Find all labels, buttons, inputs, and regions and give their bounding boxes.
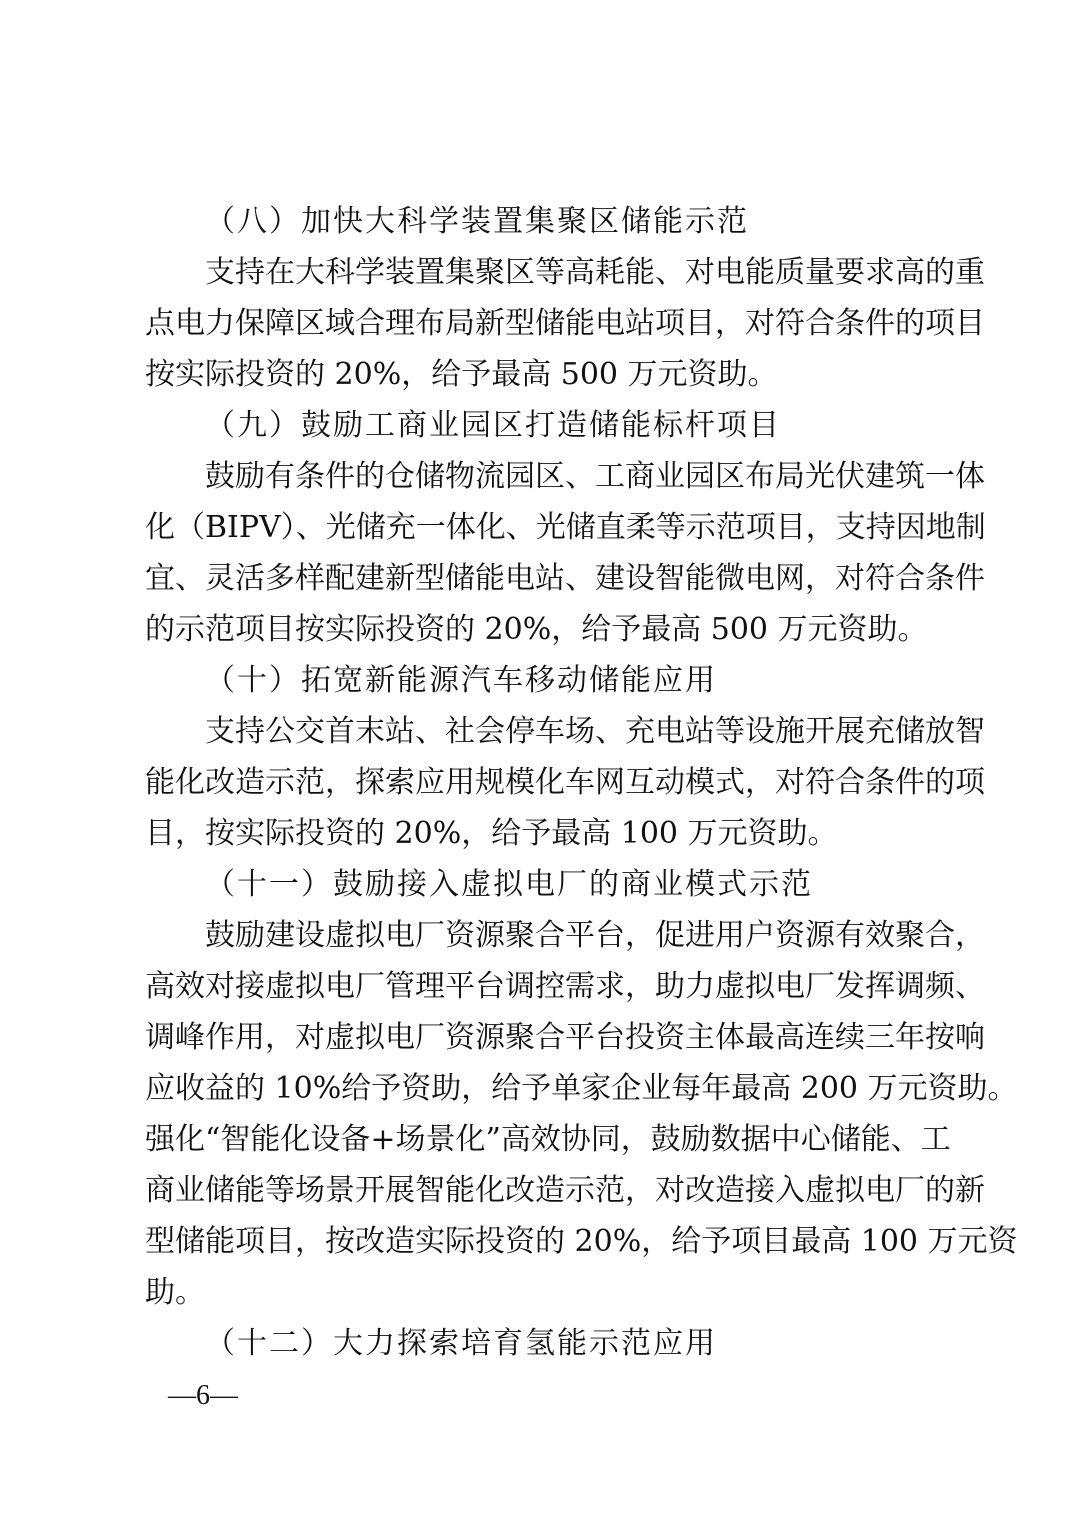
paragraph-line: 助。	[145, 1275, 205, 1310]
section-heading-10: （十）拓宽新能源汽车移动储能应用	[205, 663, 717, 698]
section-heading-8: （八）加快大科学装置集聚区储能示范	[205, 204, 749, 239]
paragraph-line: 能化改造示范，探索应用规模化车网互动模式，对符合条件的项	[145, 765, 985, 800]
paragraph-line: 支持公交首末站、社会停车场、充电站等设施开展充储放智	[205, 714, 985, 749]
paragraph-line: 型储能项目，按改造实际投资的 20%，给予项目最高 100 万元资	[145, 1224, 1018, 1259]
paragraph-line: 化（BIPV）、光储充一体化、光储直柔等示范项目，支持因地制	[145, 510, 986, 545]
paragraph-line: 鼓励有条件的仓储物流园区、工商业园区布局光伏建筑一体	[205, 459, 985, 494]
paragraph-line: 鼓励建设虚拟电厂资源聚合平台，促进用户资源有效聚合，	[205, 918, 985, 953]
paragraph-line: 点电力保障区域合理布局新型储能电站项目，对符合条件的项目	[145, 306, 985, 341]
paragraph-line: 的示范项目按实际投资的 20%，给予最高 500 万元资助。	[145, 612, 928, 647]
section-heading-11: （十一）鼓励接入虚拟电厂的商业模式示范	[205, 867, 813, 902]
paragraph-line: 调峰作用，对虚拟电厂资源聚合平台投资主体最高连续三年按响	[145, 1020, 985, 1055]
page-number: —6—	[168, 1380, 238, 1411]
paragraph-line: 强化“智能化设备+场景化”高效协同，鼓励数据中心储能、工	[145, 1122, 951, 1157]
paragraph-line: 按实际投资的 20%，给予最高 500 万元资助。	[145, 357, 778, 392]
paragraph-line: 宜、灵活多样配建新型储能电站、建设智能微电网，对符合条件	[145, 561, 985, 596]
section-heading-12: （十二）大力探索培育氢能示范应用	[205, 1326, 717, 1361]
paragraph-line: 目，按实际投资的 20%，给予最高 100 万元资助。	[145, 816, 838, 851]
paragraph-line: 支持在大科学装置集聚区等高耗能、对电能质量要求高的重	[205, 255, 985, 290]
section-heading-9: （九）鼓励工商业园区打造储能标杆项目	[205, 408, 781, 443]
paragraph-line: 应收益的 10%给予资助，给予单家企业每年最高 200 万元资助。	[145, 1071, 1018, 1106]
paragraph-line: 商业储能等场景开展智能化改造示范，对改造接入虚拟电厂的新	[145, 1173, 985, 1208]
paragraph-line: 高效对接虚拟电厂管理平台调控需求，助力虚拟电厂发挥调频、	[145, 969, 985, 1004]
